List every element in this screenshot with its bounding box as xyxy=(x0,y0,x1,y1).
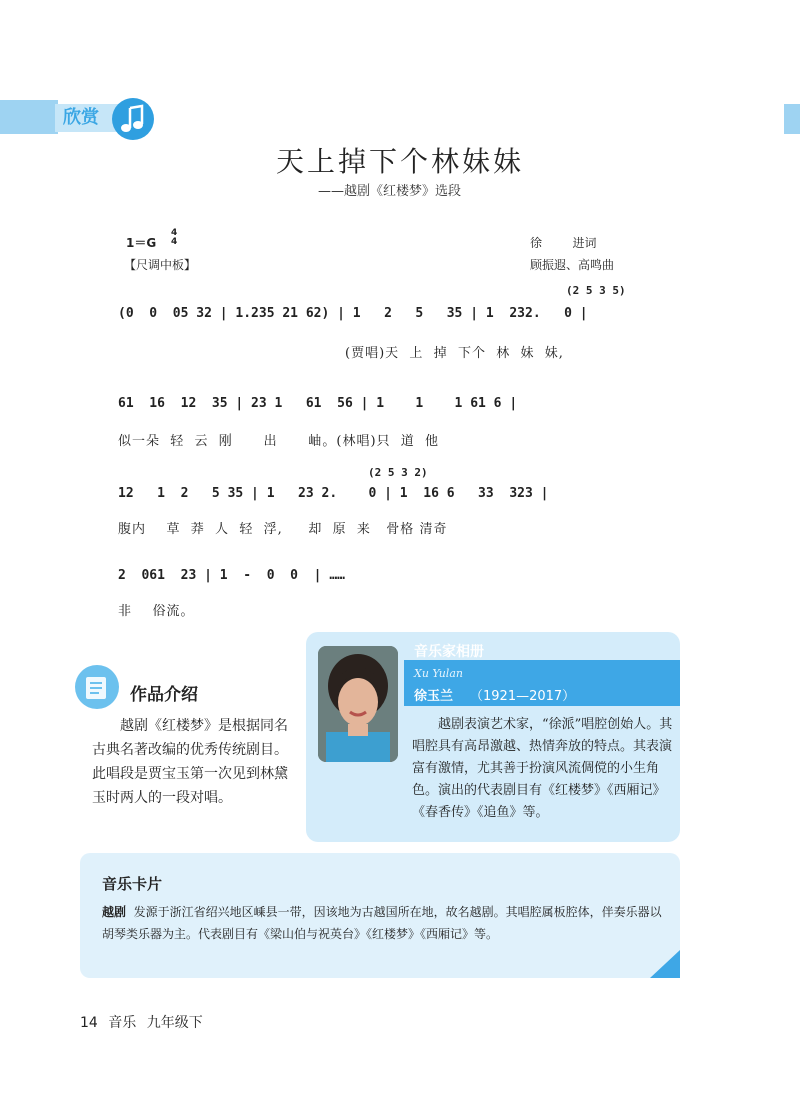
page-footer xyxy=(80,1012,203,1032)
music-note-icon xyxy=(112,98,154,140)
card-term: 越剧 xyxy=(102,905,127,919)
intro-text: 越剧《红楼梦》是根据同名古典名著改编的优秀传统剧目。此唱段是贾宝玉第一次见到林黛玉时两人的一段对唱。 xyxy=(92,718,288,806)
card-corner-decoration xyxy=(650,950,680,978)
section-tab-right-bar xyxy=(784,104,800,134)
notation-line2: 61 16 12 35 | 23 1 61 56 | 1 1 1 61 6 | xyxy=(118,396,518,411)
tempo-marking: 【尺调中板】 xyxy=(124,258,197,272)
section-label: 欣赏 xyxy=(55,104,133,132)
musician-name: 徐玉兰 xyxy=(414,689,454,704)
composer-credit: 顾振遐、高鸣曲 xyxy=(530,258,615,272)
footer-subject: 音乐 xyxy=(108,1015,137,1031)
time-signature-bottom: 4 xyxy=(171,237,178,247)
lyricist-credit: 徐 进词 xyxy=(530,236,597,250)
ornament-line3: (2 5 3 2) xyxy=(368,466,428,479)
ornament-line1: (2 5 3 5) xyxy=(566,284,626,297)
notation-line4: 2 061 23 | 1 - 0 0 | …… xyxy=(118,568,345,583)
notation-line3: 12 1 2 5 35 | 1 23 2. 0 | 1 16 6 33 323 | xyxy=(118,486,549,501)
page-number: 14 xyxy=(80,1015,98,1031)
musician-latin-name: Xu Yulan xyxy=(414,667,463,680)
time-signature-top: 4 xyxy=(171,228,178,238)
footer-grade: 九年级下 xyxy=(146,1015,203,1031)
musician-years: （1921—2017） xyxy=(470,689,576,704)
song-title: 天上掉下个林妹妹 xyxy=(275,145,524,178)
lyrics-line2: 似一朵 轻 云 刚 出 岫。(林唱)只 道 他 xyxy=(118,434,440,449)
intro-music-icon xyxy=(75,665,119,709)
lyrics-line3: 腹内 草 莽 人 轻 浮, 却 原 来 骨格 清奇 xyxy=(118,522,448,537)
album-heading: 音乐家相册 xyxy=(414,644,484,660)
musician-bio: 越剧表演艺术家，“徐派”唱腔创始人。其唱腔具有高昂激越、热情奔放的特点。其表演富有激情，尤其善于扮演风流倜傥的小生角色。演出的代表剧目有《红楼梦》《西厢记》《春香传》《追鱼》等。 xyxy=(412,717,673,820)
intro-heading: 作品介绍 xyxy=(130,685,198,705)
time-signature xyxy=(171,229,177,247)
song-subtitle: ——越剧《红楼梦》选段 xyxy=(318,184,462,199)
card-text-block xyxy=(102,901,662,945)
card-text: 发源于浙江省绍兴地区嵊县一带，因该地为古越国所在地，故名越剧。其唱腔属板腔体，伴奏乐器以胡琴类乐器为主。代表剧目有《梁山伯与祝英台》《红楼梦》《西厢记》等。 xyxy=(102,905,662,941)
lyrics-line4: 非 俗流。 xyxy=(118,604,195,619)
lyrics-line1: (贾唱)天 上 掉 下个 林 妹 妹, xyxy=(345,346,564,361)
card-heading: 音乐卡片 xyxy=(102,875,163,893)
key-signature: 1＝G xyxy=(126,236,157,250)
section-tab-left-bar xyxy=(0,100,58,134)
notation-line1: (0 0 05 32 | 1.235 21 62) | 1 2 5 35 | 1 232. 0 | xyxy=(118,306,588,321)
musician-photo xyxy=(318,646,398,762)
